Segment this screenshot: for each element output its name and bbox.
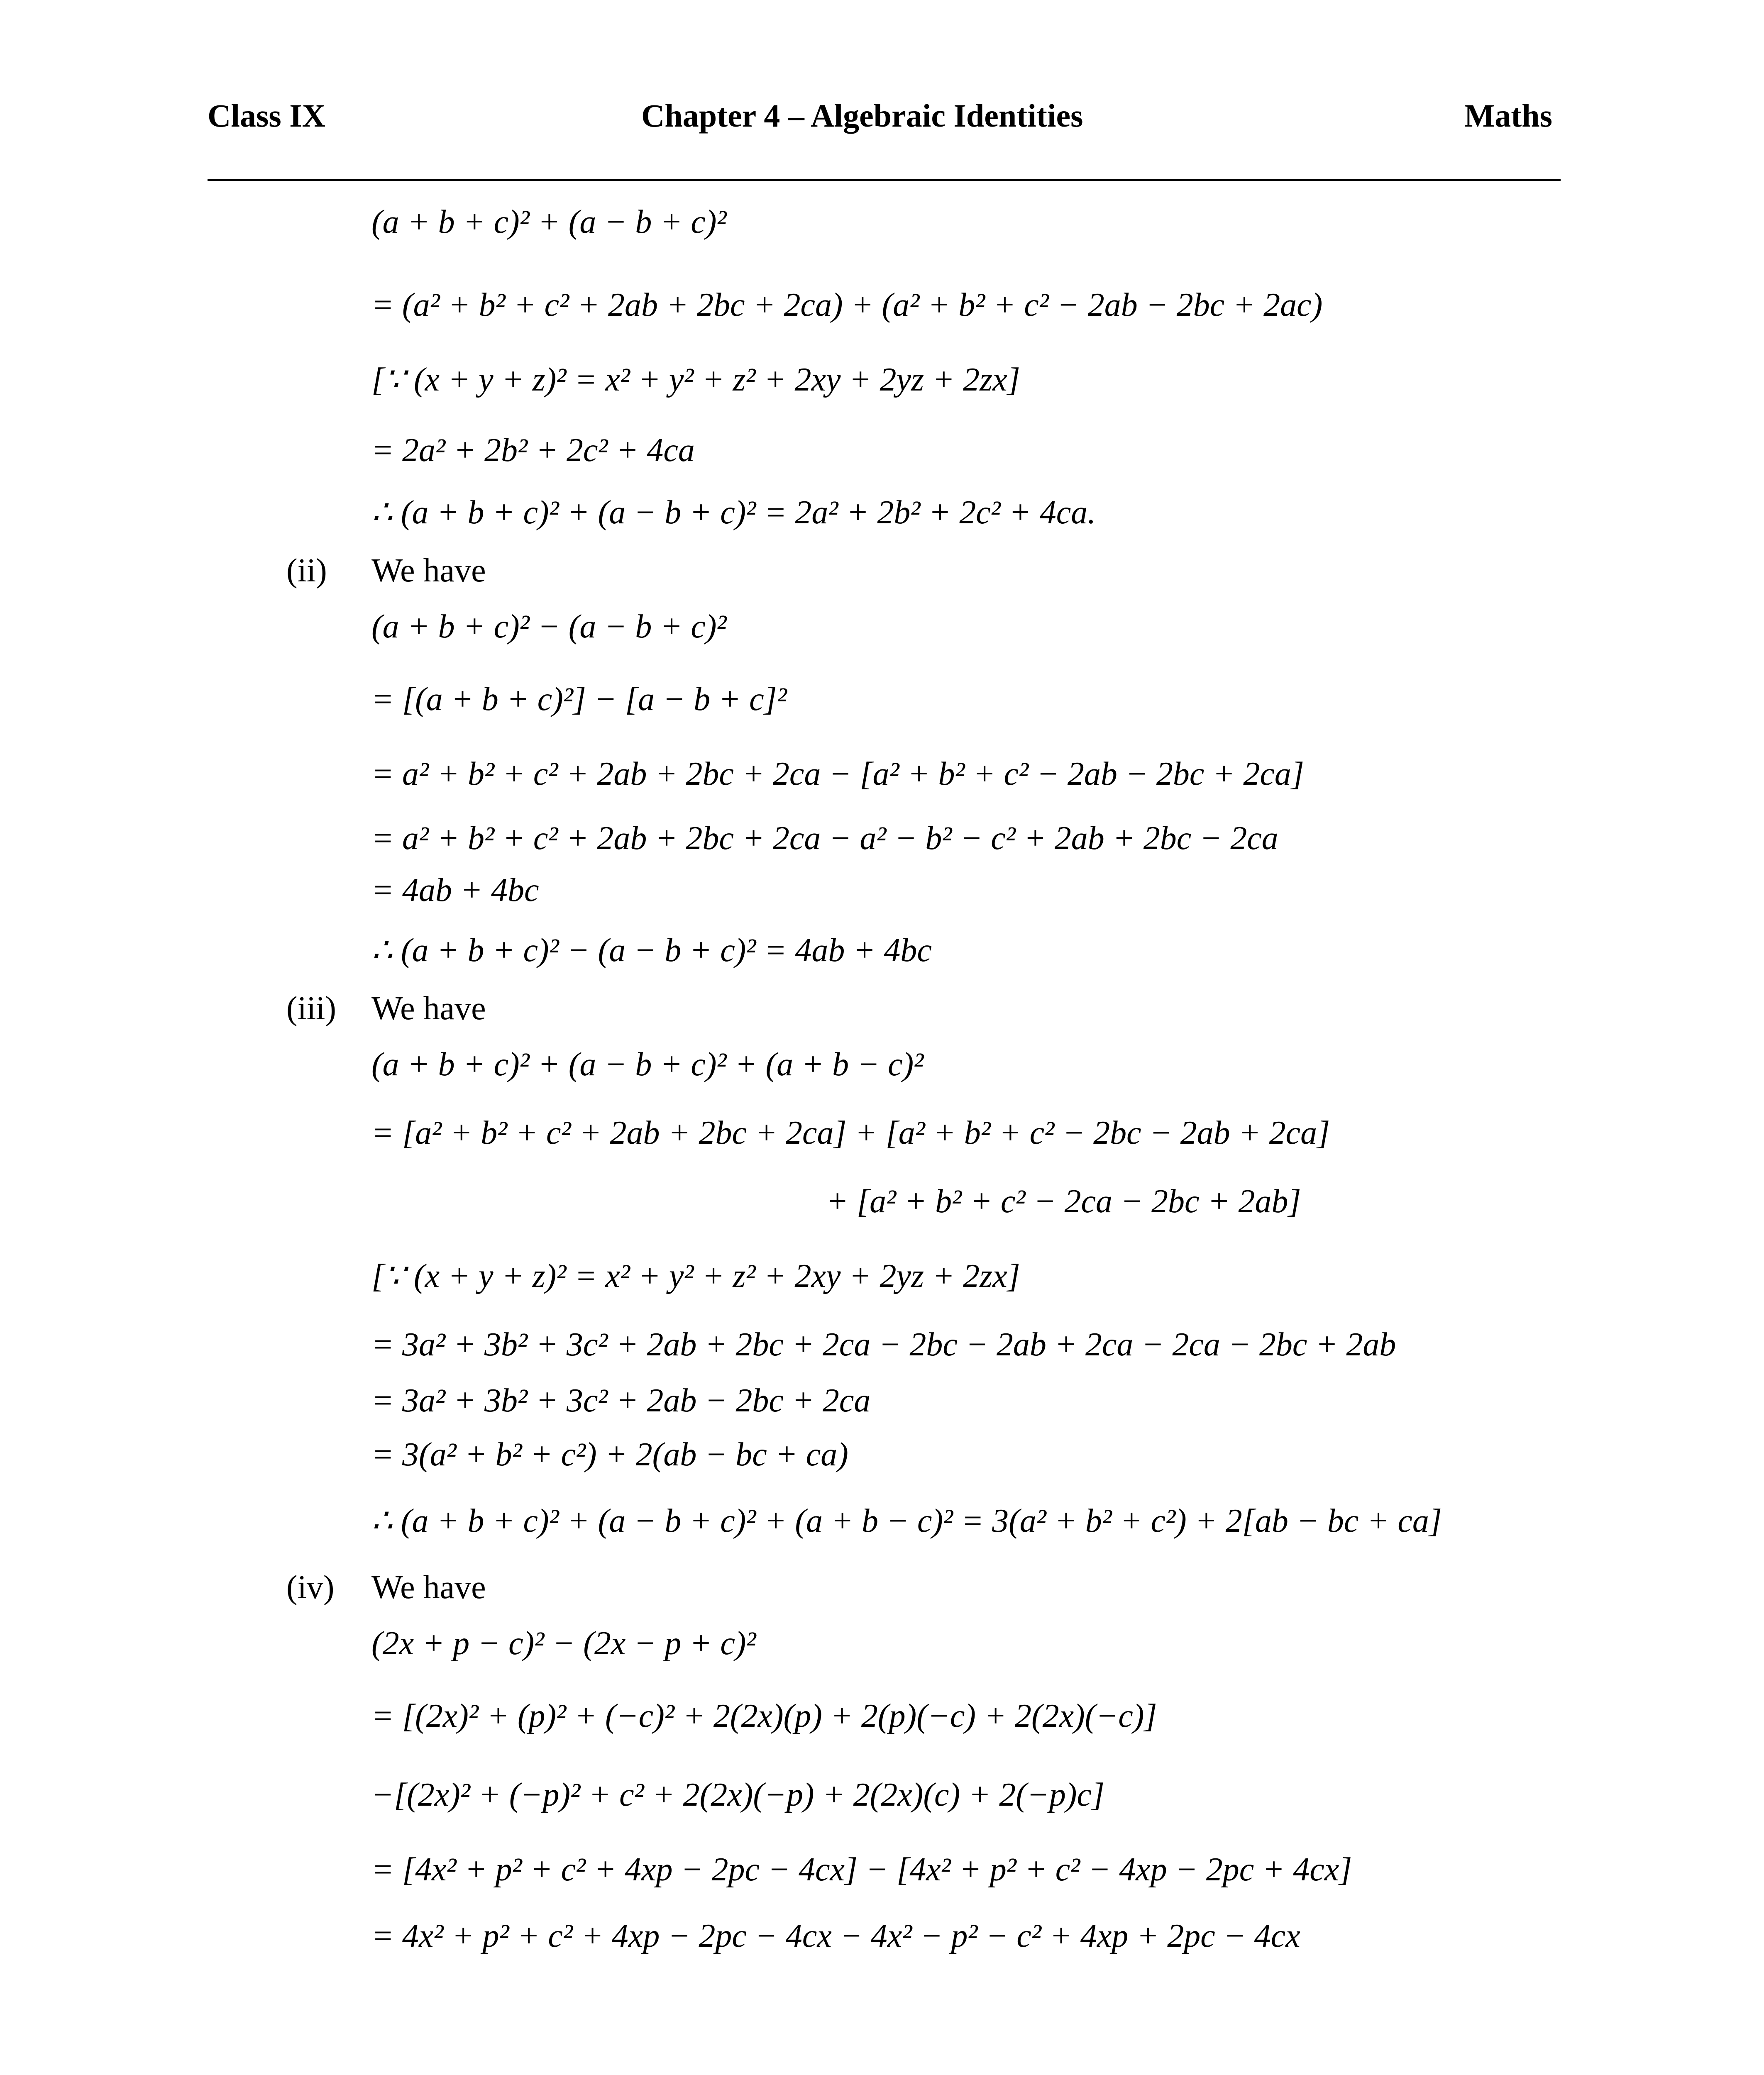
equation-line: = [a² + b² + c² + 2ab + 2bc + 2ca] + [a² + b² + c² − 2bc − 2ab + 2ca] bbox=[371, 1115, 1330, 1151]
equation-line: (a + b + c)² + (a − b + c)² + (a + b − c)² bbox=[371, 1046, 924, 1083]
equation-line: = [(2x)² + (p)² + (−c)² + 2(2x)(p) + 2(p)(−c) + 2(2x)(−c)] bbox=[371, 1698, 1157, 1734]
header-chapter-title: Chapter 4 – Algebraic Identities bbox=[641, 98, 1083, 134]
equation-continuation: + [a² + b² + c² − 2ca − 2bc + 2ab] bbox=[826, 1183, 1301, 1220]
identity-note: [∵ (x + y + z)² = x² + y² + z² + 2xy + 2yz + 2zx] bbox=[371, 361, 1020, 398]
equation-line: (a + b + c)² + (a − b + c)² bbox=[371, 204, 727, 240]
equation-line: = [(a + b + c)²] − [a − b + c]² bbox=[371, 681, 787, 718]
conclusion-line: ∴ (a + b + c)² + (a − b + c)² = 2a² + 2b² + 2c² + 4ca. bbox=[371, 494, 1096, 531]
part-intro: We have bbox=[371, 1569, 486, 1606]
equation-line: = 2a² + 2b² + 2c² + 4ca bbox=[371, 432, 695, 469]
equation-line: = (a² + b² + c² + 2ab + 2bc + 2ca) + (a² + b² + c² − 2ab − 2bc + 2ac) bbox=[371, 287, 1323, 323]
equation-line: = 3(a² + b² + c²) + 2(ab − bc + ca) bbox=[371, 1436, 848, 1473]
equation-line: = 4x² + p² + c² + 4xp − 2pc − 4cx − 4x² − p² − c² + 4xp + 2pc − 4cx bbox=[371, 1918, 1300, 1954]
equation-line: = a² + b² + c² + 2ab + 2bc + 2ca − [a² + b² + c² − 2ab − 2bc + 2ca] bbox=[371, 756, 1305, 792]
equation-line: −[(2x)² + (−p)² + c² + 2(2x)(−p) + 2(2x)(c) + 2(−p)c] bbox=[371, 1777, 1105, 1813]
header-subject: Maths bbox=[1464, 98, 1552, 134]
identity-note: [∵ (x + y + z)² = x² + y² + z² + 2xy + 2yz + 2zx] bbox=[371, 1258, 1020, 1294]
part-intro: We have bbox=[371, 990, 486, 1027]
part-label-iii: (iii) bbox=[286, 990, 336, 1027]
header-class: Class IX bbox=[208, 98, 325, 134]
equation-line: (2x + p − c)² − (2x − p + c)² bbox=[371, 1625, 756, 1662]
conclusion-line: ∴ (a + b + c)² − (a − b + c)² = 4ab + 4bc bbox=[371, 932, 932, 969]
equation-line: = 3a² + 3b² + 3c² + 2ab − 2bc + 2ca bbox=[371, 1382, 871, 1419]
part-label-iv: (iv) bbox=[286, 1569, 335, 1606]
equation-line: = 4ab + 4bc bbox=[371, 872, 539, 908]
conclusion-line: ∴ (a + b + c)² + (a − b + c)² + (a + b − c)² = 3(a² + b² + c²) + 2[ab − bc + ca] bbox=[371, 1503, 1442, 1539]
part-label-ii: (ii) bbox=[286, 552, 327, 589]
part-intro: We have bbox=[371, 552, 486, 589]
header-rule bbox=[208, 179, 1561, 181]
equation-line: = [4x² + p² + c² + 4xp − 2pc − 4cx] − [4x² + p² + c² − 4xp − 2pc + 4cx] bbox=[371, 1851, 1352, 1888]
equation-line: (a + b + c)² − (a − b + c)² bbox=[371, 608, 727, 645]
equation-line: = 3a² + 3b² + 3c² + 2ab + 2bc + 2ca − 2bc − 2ab + 2ca − 2ca − 2bc + 2ab bbox=[371, 1326, 1396, 1363]
equation-line: = a² + b² + c² + 2ab + 2bc + 2ca − a² − b² − c² + 2ab + 2bc − 2ca bbox=[371, 820, 1278, 857]
